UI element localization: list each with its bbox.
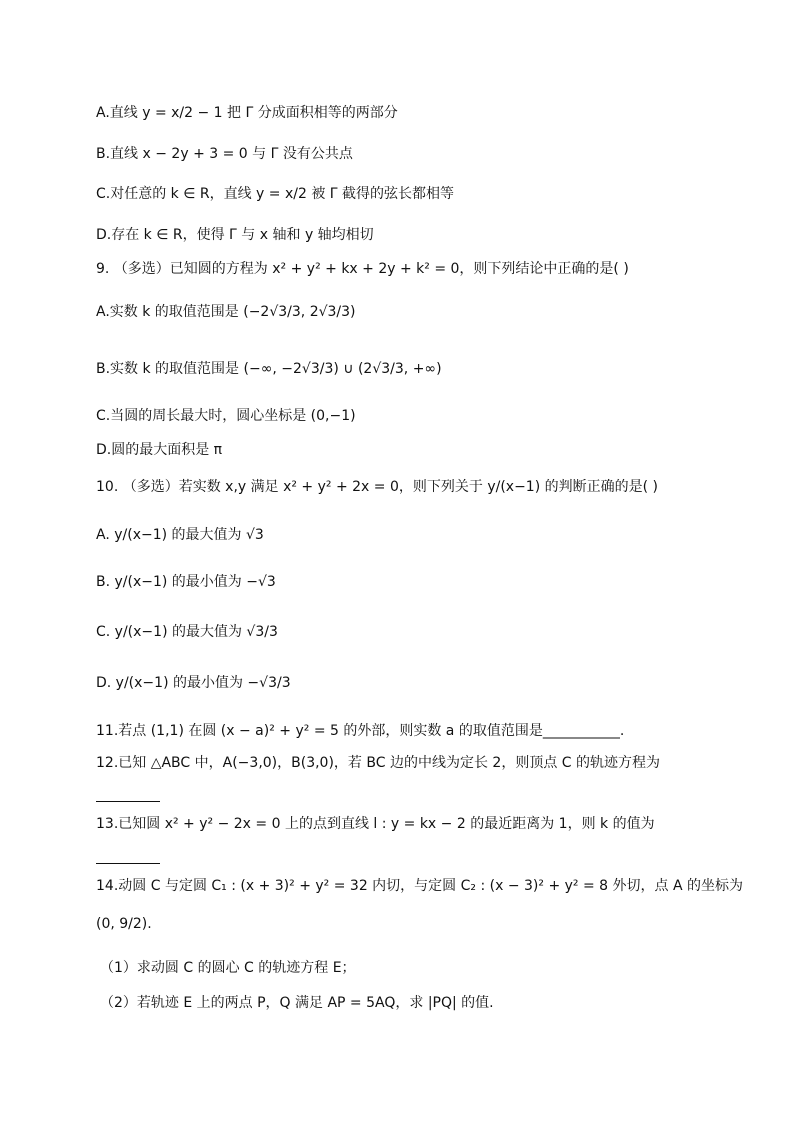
question-9: 9. （多选）已知圆的方程为 x² + y² + kx + 2y + k² = 0，则下列结论中正确的是( )	[96, 261, 629, 277]
question-14-part-2: （2）若轨迹 E 上的两点 P，Q 满足 AP = 5AQ，求 |PQ| 的值.	[100, 995, 494, 1011]
option-8c: C.对任意的 k ∈ R，直线 y = x/2 被 Γ 截得的弦长都相等	[96, 186, 455, 202]
option-9c: C.当圆的周长最大时，圆心坐标是 (0,−1)	[96, 408, 356, 424]
option-10c: C. y/(x−1) 的最大值为 √3/3	[96, 624, 278, 640]
option-9d: D.圆的最大面积是 π	[96, 442, 223, 458]
option-10d: D. y/(x−1) 的最小值为 −√3/3	[96, 675, 291, 691]
option-9b: B.实数 k 的取值范围是 (−∞, −2√3/3) ∪ (2√3/3, +∞)	[96, 361, 442, 377]
question-14-part-1: （1）求动圆 C 的圆心 C 的轨迹方程 E；	[100, 960, 356, 976]
question-14: 14.动圆 C 与定圆 C₁ : (x + 3)² + y² = 32 内切，与定圆 C₂ : (x − 3)² + y² = 8 外切，点 A 的坐标为	[96, 878, 743, 894]
option-10a: A. y/(x−1) 的最大值为 √3	[96, 527, 264, 543]
option-8d: D.存在 k ∈ R，使得 Γ 与 x 轴和 y 轴均相切	[96, 227, 374, 243]
option-10b: B. y/(x−1) 的最小值为 −√3	[96, 574, 276, 590]
question-10: 10. （多选）若实数 x,y 满足 x² + y² + 2x = 0，则下列关于 y/(x−1) 的判断正确的是( )	[96, 479, 658, 495]
option-9a: A.实数 k 的取值范围是 (−2√3/3, 2√3/3)	[96, 304, 356, 320]
question-11: 11.若点 (1,1) 在圆 (x − a)² + y² = 5 的外部，则实数 a 的取值范围是___________.	[96, 723, 625, 739]
answer-blank-12	[96, 800, 160, 802]
question-14-point-a: (0, 9/2).	[96, 916, 152, 932]
question-13: 13.已知圆 x² + y² − 2x = 0 上的点到直线 l : y = kx − 2 的最近距离为 1，则 k 的值为	[96, 816, 655, 832]
question-12: 12.已知 △ABC 中，A(−3,0)，B(3,0)，若 BC 边的中线为定长 2，则顶点 C 的轨迹方程为	[96, 755, 660, 771]
option-8a: A.直线 y = x/2 − 1 把 Γ 分成面积相等的两部分	[96, 105, 398, 121]
option-8b: B.直线 x − 2y + 3 = 0 与 Γ 没有公共点	[96, 146, 353, 162]
answer-blank-13	[96, 862, 160, 864]
